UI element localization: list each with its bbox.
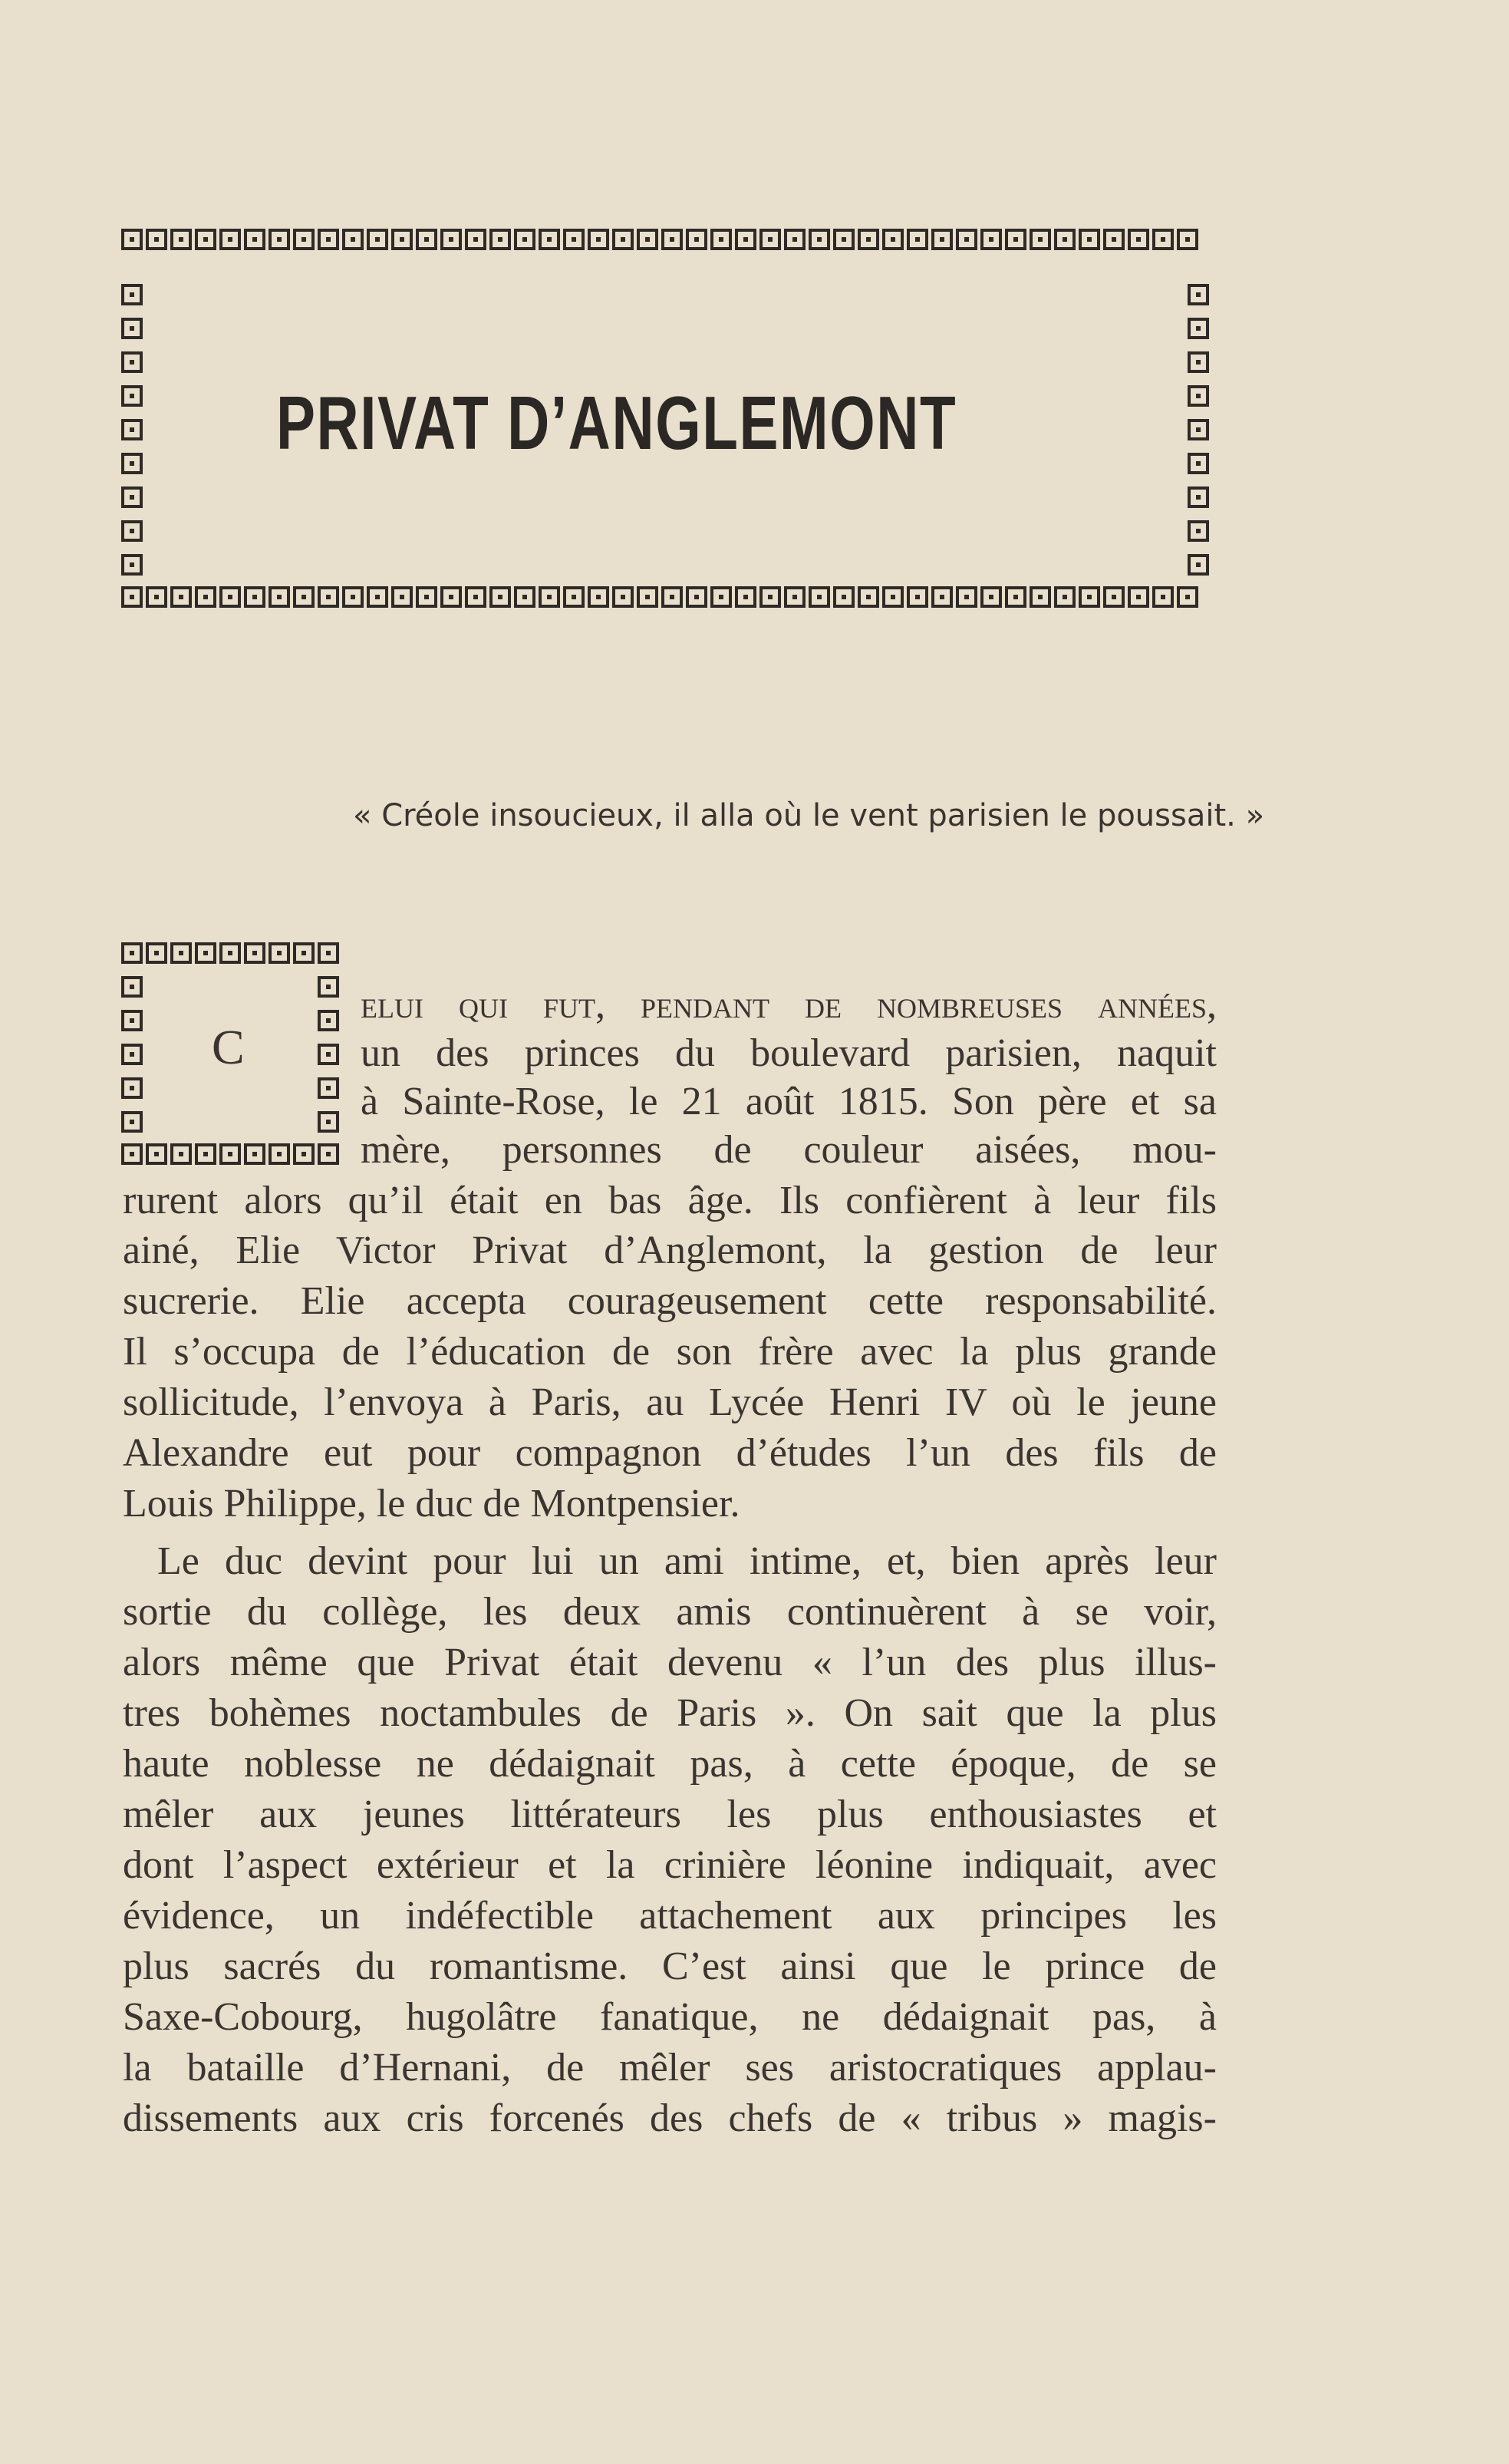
- border-tile: [1188, 351, 1209, 373]
- border-tile: [759, 586, 781, 608]
- border-tile: [121, 942, 143, 964]
- body-line: Saxe-Cobourg, hugolâtre fanatique, ne dédaignait pas, à: [123, 1995, 1217, 2039]
- drop-cap-bottom-border: [121, 1143, 342, 1165]
- border-tile: [416, 229, 437, 250]
- border-tile: [318, 586, 339, 608]
- border-tile: [219, 1143, 241, 1165]
- border-tile: [489, 586, 511, 608]
- border-tile: [784, 586, 806, 608]
- body-line: à Sainte-Rose, le 21 août 1815. Son père et sa: [361, 1080, 1217, 1123]
- border-tile: [244, 1143, 265, 1165]
- body-line: Alexandre eut pour compagnon d’études l’un des fils de: [123, 1431, 1217, 1475]
- border-tile: [489, 229, 511, 250]
- border-tile: [809, 586, 830, 608]
- border-tile: [121, 419, 143, 440]
- border-tile: [269, 586, 290, 608]
- body-line: Louis Philippe, le duc de Montpensier.: [123, 1482, 740, 1526]
- border-tile: [858, 586, 879, 608]
- border-tile: [1188, 554, 1209, 576]
- drop-cap-left-border: [121, 976, 143, 1145]
- border-tile: [1188, 453, 1209, 474]
- body-line: sortie du collège, les deux amis continuèrent à se voir,: [123, 1590, 1217, 1634]
- border-tile: [170, 1143, 192, 1165]
- border-tile: [121, 1143, 143, 1165]
- border-tile: [121, 318, 143, 339]
- border-tile: [121, 520, 143, 542]
- border-tile: [1030, 229, 1051, 250]
- border-tile: [318, 976, 339, 998]
- border-tile: [146, 229, 167, 250]
- border-tile: [588, 586, 609, 608]
- border-tile: [784, 229, 806, 250]
- border-tile: [318, 1077, 339, 1099]
- border-tile: [440, 586, 462, 608]
- border-tile: [121, 586, 143, 608]
- border-tile: [710, 586, 732, 608]
- border-tile: [293, 942, 315, 964]
- border-tile: [121, 453, 143, 474]
- border-tile: [1079, 229, 1100, 250]
- body-line: plus sacrés du romantisme. C’est ainsi que le prince de: [123, 1944, 1217, 1988]
- border-tile: [367, 586, 388, 608]
- border-tile: [219, 586, 241, 608]
- body-line: elui qui fut, pendant de nombreuses années,: [361, 983, 1217, 1027]
- border-tile: [121, 1111, 143, 1133]
- border-tile: [416, 586, 437, 608]
- body-line: mère, personnes de couleur aisées, mou-: [361, 1128, 1217, 1172]
- border-tile: [121, 1044, 143, 1065]
- border-tile: [121, 284, 143, 305]
- border-tile: [318, 229, 339, 250]
- border-tile: [1188, 487, 1209, 508]
- body-line: évidence, un indéfectible attachement aux principes les: [123, 1894, 1217, 1938]
- body-line: tres bohèmes noctambules de Paris ». On sait que la plus: [123, 1691, 1217, 1735]
- border-tile: [244, 229, 265, 250]
- border-tile: [1188, 385, 1209, 407]
- border-tile: [121, 487, 143, 508]
- border-tile: [1103, 586, 1125, 608]
- border-tile: [735, 229, 756, 250]
- border-tile: [563, 586, 585, 608]
- border-tile: [907, 586, 928, 608]
- body-line: Le duc devint pour lui un ami intime, et, bien après leur: [157, 1539, 1217, 1583]
- border-tile: [661, 586, 683, 608]
- border-tile: [1188, 318, 1209, 339]
- border-tile: [1103, 229, 1125, 250]
- border-tile: [219, 229, 241, 250]
- border-tile: [146, 1143, 167, 1165]
- border-tile: [318, 1111, 339, 1133]
- border-tile: [980, 229, 1002, 250]
- border-tile: [759, 229, 781, 250]
- body-line: un des princes du boulevard parisien, naquit: [361, 1031, 1217, 1075]
- body-line: rurent alors qu’il était en bas âge. Ils confièrent à leur fils: [123, 1179, 1217, 1222]
- border-tile: [121, 976, 143, 998]
- border-tile: [1005, 586, 1026, 608]
- drop-cap-box: [121, 942, 344, 1169]
- border-tile: [367, 229, 388, 250]
- border-tile: [121, 385, 143, 407]
- body-line: mêler aux jeunes littérateurs les plus enthousiastes et: [123, 1793, 1217, 1836]
- border-tile: [391, 229, 413, 250]
- border-tile: [293, 229, 315, 250]
- border-tile: [539, 229, 560, 250]
- border-tile: [710, 229, 732, 250]
- drop-cap-top-border: [121, 942, 342, 964]
- body-line: sucrerie. Elie accepta courageusement cette responsabilité.: [123, 1279, 1217, 1323]
- border-tile: [539, 586, 560, 608]
- border-tile: [170, 229, 192, 250]
- border-tile: [956, 229, 977, 250]
- border-tile: [293, 1143, 315, 1165]
- border-tile: [121, 1077, 143, 1099]
- border-tile: [956, 586, 977, 608]
- border-tile: [1128, 586, 1149, 608]
- border-tile: [882, 586, 904, 608]
- border-tile: [170, 586, 192, 608]
- border-tile: [931, 586, 953, 608]
- border-tile: [882, 229, 904, 250]
- border-tile: [318, 942, 339, 964]
- border-tile: [637, 586, 658, 608]
- border-tile: [1152, 586, 1174, 608]
- title-frame-bottom-border: [121, 586, 1201, 608]
- border-tile: [219, 942, 241, 964]
- border-tile: [1054, 586, 1076, 608]
- border-tile: [121, 554, 143, 576]
- border-tile: [318, 1143, 339, 1165]
- border-tile: [121, 1010, 143, 1031]
- border-tile: [269, 1143, 290, 1165]
- border-tile: [342, 586, 364, 608]
- border-tile: [244, 942, 265, 964]
- border-tile: [195, 942, 216, 964]
- border-tile: [907, 229, 928, 250]
- drop-cap-letter: C: [212, 1020, 245, 1074]
- chapter-title: PRIVAT D’ANGLEMONT: [276, 381, 957, 465]
- border-tile: [244, 586, 265, 608]
- border-tile: [735, 586, 756, 608]
- border-tile: [269, 942, 290, 964]
- body-line: dont l’aspect extérieur et la crinière léonine indiquait, avec: [123, 1843, 1217, 1887]
- border-tile: [195, 1143, 216, 1165]
- title-frame-right-border: [1188, 284, 1209, 588]
- body-line: alors même que Privat était devenu « l’un des plus illus-: [123, 1641, 1217, 1684]
- title-frame-top-border: [121, 229, 1201, 250]
- body-line: sollicitude, l’envoya à Paris, au Lycée Henri IV où le jeune: [123, 1380, 1217, 1424]
- border-tile: [440, 229, 462, 250]
- title-frame-left-border: [121, 284, 143, 588]
- border-tile: [563, 229, 585, 250]
- body-line: haute noblesse ne dédaignait pas, à cette époque, de se: [123, 1742, 1217, 1786]
- border-tile: [342, 229, 364, 250]
- border-tile: [1177, 229, 1198, 250]
- border-tile: [1152, 229, 1174, 250]
- body-line: dissements aux cris forcenés des chefs de « tribus » magis-: [123, 2096, 1217, 2140]
- border-tile: [858, 229, 879, 250]
- border-tile: [146, 942, 167, 964]
- border-tile: [931, 229, 953, 250]
- border-tile: [809, 229, 830, 250]
- border-tile: [1128, 229, 1149, 250]
- border-tile: [588, 229, 609, 250]
- border-tile: [195, 586, 216, 608]
- epigraph-quote: « Créole insoucieux, il alla où le vent parisien le poussait. »: [353, 798, 1265, 833]
- border-tile: [121, 351, 143, 373]
- border-tile: [318, 1010, 339, 1031]
- border-tile: [980, 586, 1002, 608]
- border-tile: [1188, 284, 1209, 305]
- border-tile: [637, 229, 658, 250]
- border-tile: [269, 229, 290, 250]
- border-tile: [293, 586, 315, 608]
- border-tile: [514, 229, 535, 250]
- border-tile: [1188, 520, 1209, 542]
- border-tile: [833, 229, 855, 250]
- drop-cap-right-border: [318, 976, 339, 1145]
- border-tile: [833, 586, 855, 608]
- body-line: la bataille d’Hernani, de mêler ses aristocratiques applau-: [123, 2046, 1217, 2090]
- border-tile: [1030, 586, 1051, 608]
- border-tile: [391, 586, 413, 608]
- border-tile: [121, 229, 143, 250]
- border-tile: [661, 229, 683, 250]
- border-tile: [686, 586, 707, 608]
- border-tile: [1054, 229, 1076, 250]
- border-tile: [146, 586, 167, 608]
- border-tile: [1177, 586, 1198, 608]
- body-line: ainé, Elie Victor Privat d’Anglemont, la gestion de leur: [123, 1229, 1217, 1272]
- border-tile: [318, 1044, 339, 1065]
- border-tile: [170, 942, 192, 964]
- body-line: Il s’occupa de l’éducation de son frère avec la plus grande: [123, 1330, 1217, 1374]
- border-tile: [195, 229, 216, 250]
- border-tile: [1188, 419, 1209, 440]
- border-tile: [1005, 229, 1026, 250]
- border-tile: [612, 586, 634, 608]
- border-tile: [465, 229, 486, 250]
- border-tile: [514, 586, 535, 608]
- border-tile: [686, 229, 707, 250]
- border-tile: [1079, 586, 1100, 608]
- border-tile: [612, 229, 634, 250]
- border-tile: [465, 586, 486, 608]
